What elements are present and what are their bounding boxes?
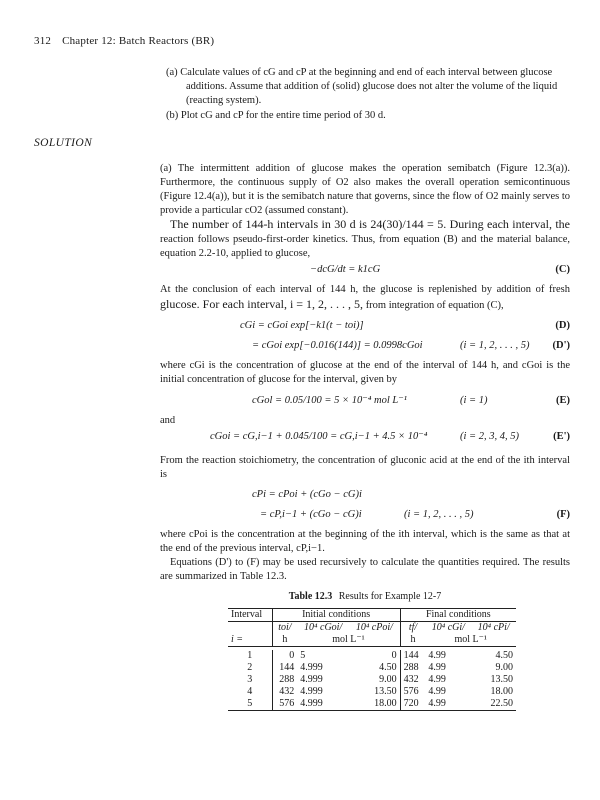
equation-D-prime-condition: (i = 1, 2, . . . , 5) bbox=[460, 339, 530, 351]
table-cell: 4.99 bbox=[428, 697, 446, 709]
equation-F-2-tag: (F) bbox=[556, 509, 570, 521]
equation-E bbox=[160, 394, 570, 411]
equation-C-tag: (C) bbox=[555, 264, 570, 276]
equation-F-2-condition: (i = 1, 2, . . . , 5) bbox=[404, 509, 474, 521]
table-cell: 576 bbox=[400, 686, 425, 698]
paragraph-4: where cGi is the concentration of glucose at the end of the interval of 144 h, and cGoi is the initial concentration of glucose for the interval, given by bbox=[160, 359, 570, 385]
table-row bbox=[228, 662, 516, 674]
table-cell: 720 bbox=[400, 698, 425, 711]
question-b: (b) Plot cG and cP for the entire time period of 30 d. bbox=[166, 109, 386, 121]
header-final: Final conditions bbox=[400, 608, 516, 621]
table-cell: 13.50 bbox=[490, 673, 513, 685]
table-cell: 3 bbox=[247, 673, 253, 685]
table-cell: 4.99 bbox=[428, 685, 446, 697]
solution-body bbox=[160, 162, 570, 711]
equation-F-2 bbox=[160, 508, 570, 525]
unit-h2: h bbox=[400, 634, 425, 647]
paragraph-2 bbox=[160, 217, 570, 261]
table-cell: 4.50 bbox=[495, 649, 513, 661]
unit-mol1: mol L⁻¹ bbox=[332, 633, 365, 645]
equation-C-text: −dcG/dt = k1cG bbox=[310, 264, 381, 276]
table-cell: 1 bbox=[247, 649, 253, 661]
problem-statement bbox=[166, 66, 566, 123]
chapter-title: Chapter 12: Batch Reactors (BR) bbox=[62, 35, 215, 47]
unit-i: i = bbox=[231, 633, 244, 645]
col-to: toi/ bbox=[272, 621, 297, 634]
and-connector: and bbox=[160, 415, 176, 427]
equation-D-prime-tag: (D') bbox=[552, 339, 570, 351]
page-number: 312 bbox=[34, 35, 52, 47]
col-cgo: 10⁴ cGoi/ bbox=[304, 621, 343, 633]
equation-E-text: cGol = 0.05/100 = 5 × 10⁻⁴ mol L⁻¹ bbox=[252, 395, 407, 407]
table-row bbox=[228, 674, 516, 686]
table-cell: 432 bbox=[400, 674, 425, 686]
paragraph-2-rest: reaction follows pseudo-first-order kinetics. Thus, from equation (B) and the material balance, equation 2.2-10, applied to glucose, bbox=[160, 234, 570, 260]
equation-D-prime bbox=[160, 339, 570, 356]
table-caption bbox=[160, 590, 570, 603]
header-interval: Interval bbox=[228, 608, 272, 621]
table-cell: 0 bbox=[391, 649, 397, 661]
equation-E-condition: (i = 1) bbox=[460, 395, 488, 407]
unit-mol2: mol L⁻¹ bbox=[454, 633, 487, 645]
table-row bbox=[228, 650, 516, 662]
unit-h1: h bbox=[272, 634, 297, 647]
results-table bbox=[228, 608, 516, 711]
equation-E-prime-tag: (E') bbox=[553, 431, 570, 443]
paragraph-3-mid: glucose. For each interval, i = 1, 2, . . . , 5, bbox=[160, 296, 364, 311]
table-cell: 22.50 bbox=[490, 697, 513, 709]
table-cell: 2 bbox=[247, 661, 253, 673]
solution-heading: SOLUTION bbox=[34, 137, 93, 149]
equation-F-1 bbox=[160, 488, 570, 505]
table-cell: 4.99 bbox=[428, 649, 446, 661]
equation-E-prime bbox=[160, 430, 570, 447]
equation-E-prime-text: cGoi = cG,i−1 + 0.045/100 = cG,i−1 + 4.5 × 10⁻⁴ bbox=[210, 431, 428, 443]
equation-E-prime-condition: (i = 2, 3, 4, 5) bbox=[460, 431, 519, 443]
table-cell: 18.00 bbox=[374, 697, 397, 709]
table-cell: 9.00 bbox=[379, 673, 397, 685]
equation-D-text: cGi = cGoi exp[−k1(t − toi)] bbox=[240, 319, 364, 331]
table-caption-label: Table 12.3 bbox=[288, 591, 333, 603]
question-a: (a) Calculate values of cG and cP at the beginning and end of each interval between glucose additions. Assume that addition of (solid) glucose does not alter the volume of the liquid (reacting system). bbox=[166, 67, 558, 106]
table-cell: 432 bbox=[272, 686, 297, 698]
table-cell: 13.50 bbox=[374, 685, 397, 697]
equation-C bbox=[160, 263, 570, 280]
table-cell: 5 bbox=[300, 649, 306, 661]
header-initial: Initial conditions bbox=[272, 608, 400, 621]
table-cell: 4.999 bbox=[300, 697, 323, 709]
table-cell: 5 bbox=[247, 697, 253, 709]
col-cg: 10⁴ cGi/ bbox=[431, 621, 465, 633]
equation-F-1-text: cPi = cPoi + (cGo − cG)i bbox=[252, 489, 362, 501]
table-caption-text: Results for Example 12-7 bbox=[338, 591, 442, 603]
paragraph-2-lead: The number of 144-h intervals in 30 d is 24(30)/144 = 5. During each interval, the bbox=[170, 217, 570, 232]
equation-D-tag: (D) bbox=[555, 319, 570, 331]
table-cell: 144 bbox=[400, 650, 425, 662]
page-header bbox=[34, 34, 214, 49]
paragraph-5: From the reaction stoichiometry, the concentration of gluconic acid at the end of the ith interval is bbox=[160, 455, 570, 481]
table-cell: 4.999 bbox=[300, 685, 323, 697]
table-cell: 0 bbox=[272, 650, 297, 662]
table-row bbox=[228, 686, 516, 698]
paragraph-3-rest: from integration of equation (C), bbox=[363, 299, 504, 311]
table-cell: 4.99 bbox=[428, 661, 446, 673]
table-cell: 4 bbox=[247, 685, 253, 697]
equation-D-prime-text: = cGoi exp[−0.016(144)] = 0.0998cGoi bbox=[252, 339, 423, 351]
equation-F-2-text: = cP,i−1 + (cGo − cG)i bbox=[260, 509, 362, 521]
table-cell: 576 bbox=[272, 698, 297, 711]
col-cp: 10⁴ cPi/ bbox=[477, 621, 510, 633]
table-row bbox=[228, 698, 516, 711]
table-cell: 4.99 bbox=[428, 673, 446, 685]
paragraph-3-lead: At the conclusion of each interval of 144 h, the glucose is replenished by addition of fresh bbox=[160, 284, 570, 296]
table-cell: 4.999 bbox=[300, 673, 323, 685]
table-cell: 144 bbox=[272, 662, 297, 674]
paragraph-6: where cPoi is the concentration at the beginning of the ith interval, which is the same as that at the end of the previous interval, cP,i−1. bbox=[160, 529, 570, 554]
equation-D bbox=[160, 319, 570, 336]
table-cell: 288 bbox=[272, 674, 297, 686]
table-cell: 9.00 bbox=[495, 661, 513, 673]
table-cell: 288 bbox=[400, 662, 425, 674]
table-cell: 18.00 bbox=[490, 685, 513, 697]
paragraph-7: Equations (D') to (F) may be used recursively to calculate the quantities required. The results are summarized in Table 12.3. bbox=[160, 556, 570, 582]
col-tf: tf/ bbox=[400, 621, 425, 634]
paragraph-3 bbox=[160, 283, 570, 313]
table-cell: 4.999 bbox=[300, 661, 323, 673]
equation-E-tag: (E) bbox=[556, 395, 570, 407]
table-cell: 4.50 bbox=[379, 661, 397, 673]
paragraph-1: (a) The intermittent addition of glucose makes the operation semibatch (Figure 12.3(a)). Furthermore, the continuous supply of O2 also makes the overall operation semicontinuous (Figure 12.4(a)), but it is the semibatch nature that governs, since the flow of O2 mainly serves to provide a particular cO2 (assumed constant). bbox=[160, 163, 570, 216]
col-cpo: 10⁴ cPoi/ bbox=[355, 621, 393, 633]
results-table-body bbox=[228, 646, 516, 710]
